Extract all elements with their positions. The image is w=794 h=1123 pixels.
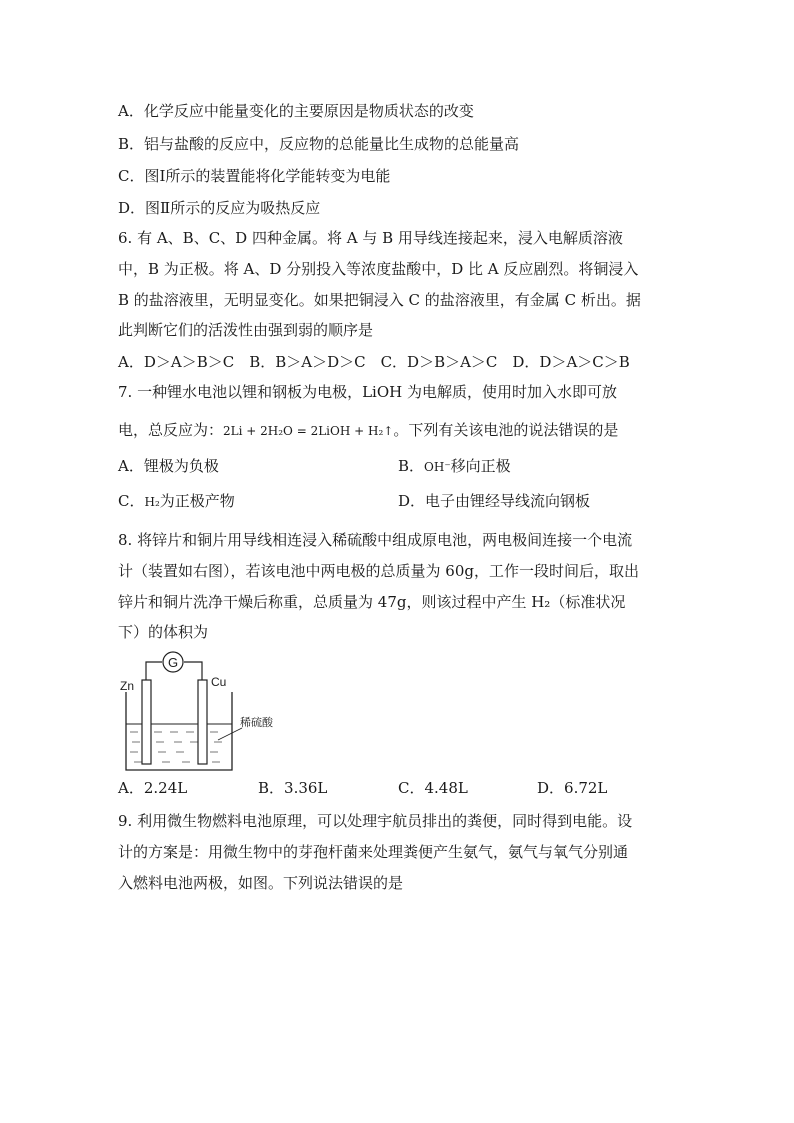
q6-stem-line3: B 的盐溶液里，无明显变化。如果把铜浸入 C 的盐溶液里，有金属 C 析出。据	[118, 291, 641, 309]
q8-option-a: A．2.24L	[118, 779, 188, 797]
zinc-electrode	[142, 680, 151, 764]
q5-option-b: B．铝与盐酸的反应中，反应物的总能量比生成物的总能量高	[118, 135, 520, 153]
q5-option-c: C．图Ⅰ所示的装置能将化学能转变为电能	[118, 167, 391, 185]
left-wire	[146, 662, 162, 680]
q5-option-d: D．图Ⅱ所示的反应为吸热反应	[118, 199, 321, 217]
q6-stem-line2: 中，B 为正极。将 A、D 分别投入等浓度盐酸中，D 比 A 反应剧烈。将铜浸入	[118, 260, 639, 278]
q8-stem-line4: 下）的体积为	[118, 623, 209, 641]
q7-option-c-letter: C．	[118, 492, 145, 510]
q7-option-b-text: 移向正极	[450, 457, 511, 475]
q6-options: A．D＞A＞B＞C B．B＞A＞D＞C C．D＞B＞A＞C D．D＞A＞C＞B	[118, 353, 630, 371]
q9-stem-line1: 9. 利用微生物燃料电池原理，可以处理宇航员排出的粪便，同时得到电能。设	[118, 812, 633, 830]
q7-option-b	[398, 456, 511, 477]
q6-stem-line1: 6. 有 A、B、C、D 四种金属。将 A 与 B 用导线连接起来，浸入电解质溶液	[118, 229, 623, 247]
q7-option-c-formula: H₂	[144, 495, 160, 509]
solution-pointer	[218, 728, 242, 740]
q9-stem-line2: 计的方案是：用微生物中的芽孢杆菌来处理粪便产生氨气，氨气与氧气分别通	[118, 843, 629, 861]
solution-label: 稀硫酸	[240, 716, 273, 729]
q8-stem-line1: 8. 将锌片和铜片用导线相连浸入稀硫酸中组成原电池，两电极间连接一个电流	[118, 531, 633, 549]
q7-option-d: D．电子由锂经导线流向钢板	[398, 492, 591, 510]
q7-option-a: A．锂极为负极	[118, 457, 219, 475]
q8-option-b: B．3.36L	[258, 779, 328, 797]
zinc-label: Zn	[120, 679, 135, 693]
galvanometer-label: G	[167, 655, 179, 670]
q7-total-equation: 2Li + 2H₂O = 2LiOH + H₂↑	[223, 424, 394, 438]
q7-stem-line1: 7. 一种锂水电池以锂和钢板为电极，LiOH 为电解质，使用时加入水即可放	[118, 383, 617, 401]
q8-option-d: D．6.72L	[537, 779, 608, 797]
q6-stem-line4: 此判断它们的活泼性由强到弱的顺序是	[118, 321, 374, 339]
copper-electrode	[198, 680, 207, 764]
q8-option-c: C．4.48L	[398, 779, 468, 797]
q8-stem-line3: 锌片和铜片洗净干燥后称重，总质量为 47g，则该过程中产生 H₂（标准状况	[118, 593, 626, 611]
q7-stem-line2	[118, 420, 618, 441]
galvanic-cell-diagram	[118, 648, 318, 774]
copper-label: Cu	[211, 675, 227, 689]
q8-stem-line2: 计（装置如右图），若该电池中两电极的总质量为 60g，工作一段时间后，取出	[118, 562, 639, 580]
q7-option-c	[118, 491, 235, 512]
q7-stem-line2-suffix: 。下列有关该电池的说法错误的是	[393, 421, 619, 439]
q7-option-c-text: 为正极产物	[159, 492, 235, 510]
q5-option-a: A．化学反应中能量变化的主要原因是物质状态的改变	[118, 102, 474, 120]
q9-stem-line3: 入燃料电池两极，如图。下列说法错误的是	[118, 874, 404, 892]
q7-option-b-ion: OH⁻	[424, 460, 451, 474]
q7-stem-line2-prefix: 电，总反应为：	[118, 421, 224, 439]
q7-option-b-letter: B．	[398, 457, 425, 475]
right-wire	[184, 662, 202, 680]
